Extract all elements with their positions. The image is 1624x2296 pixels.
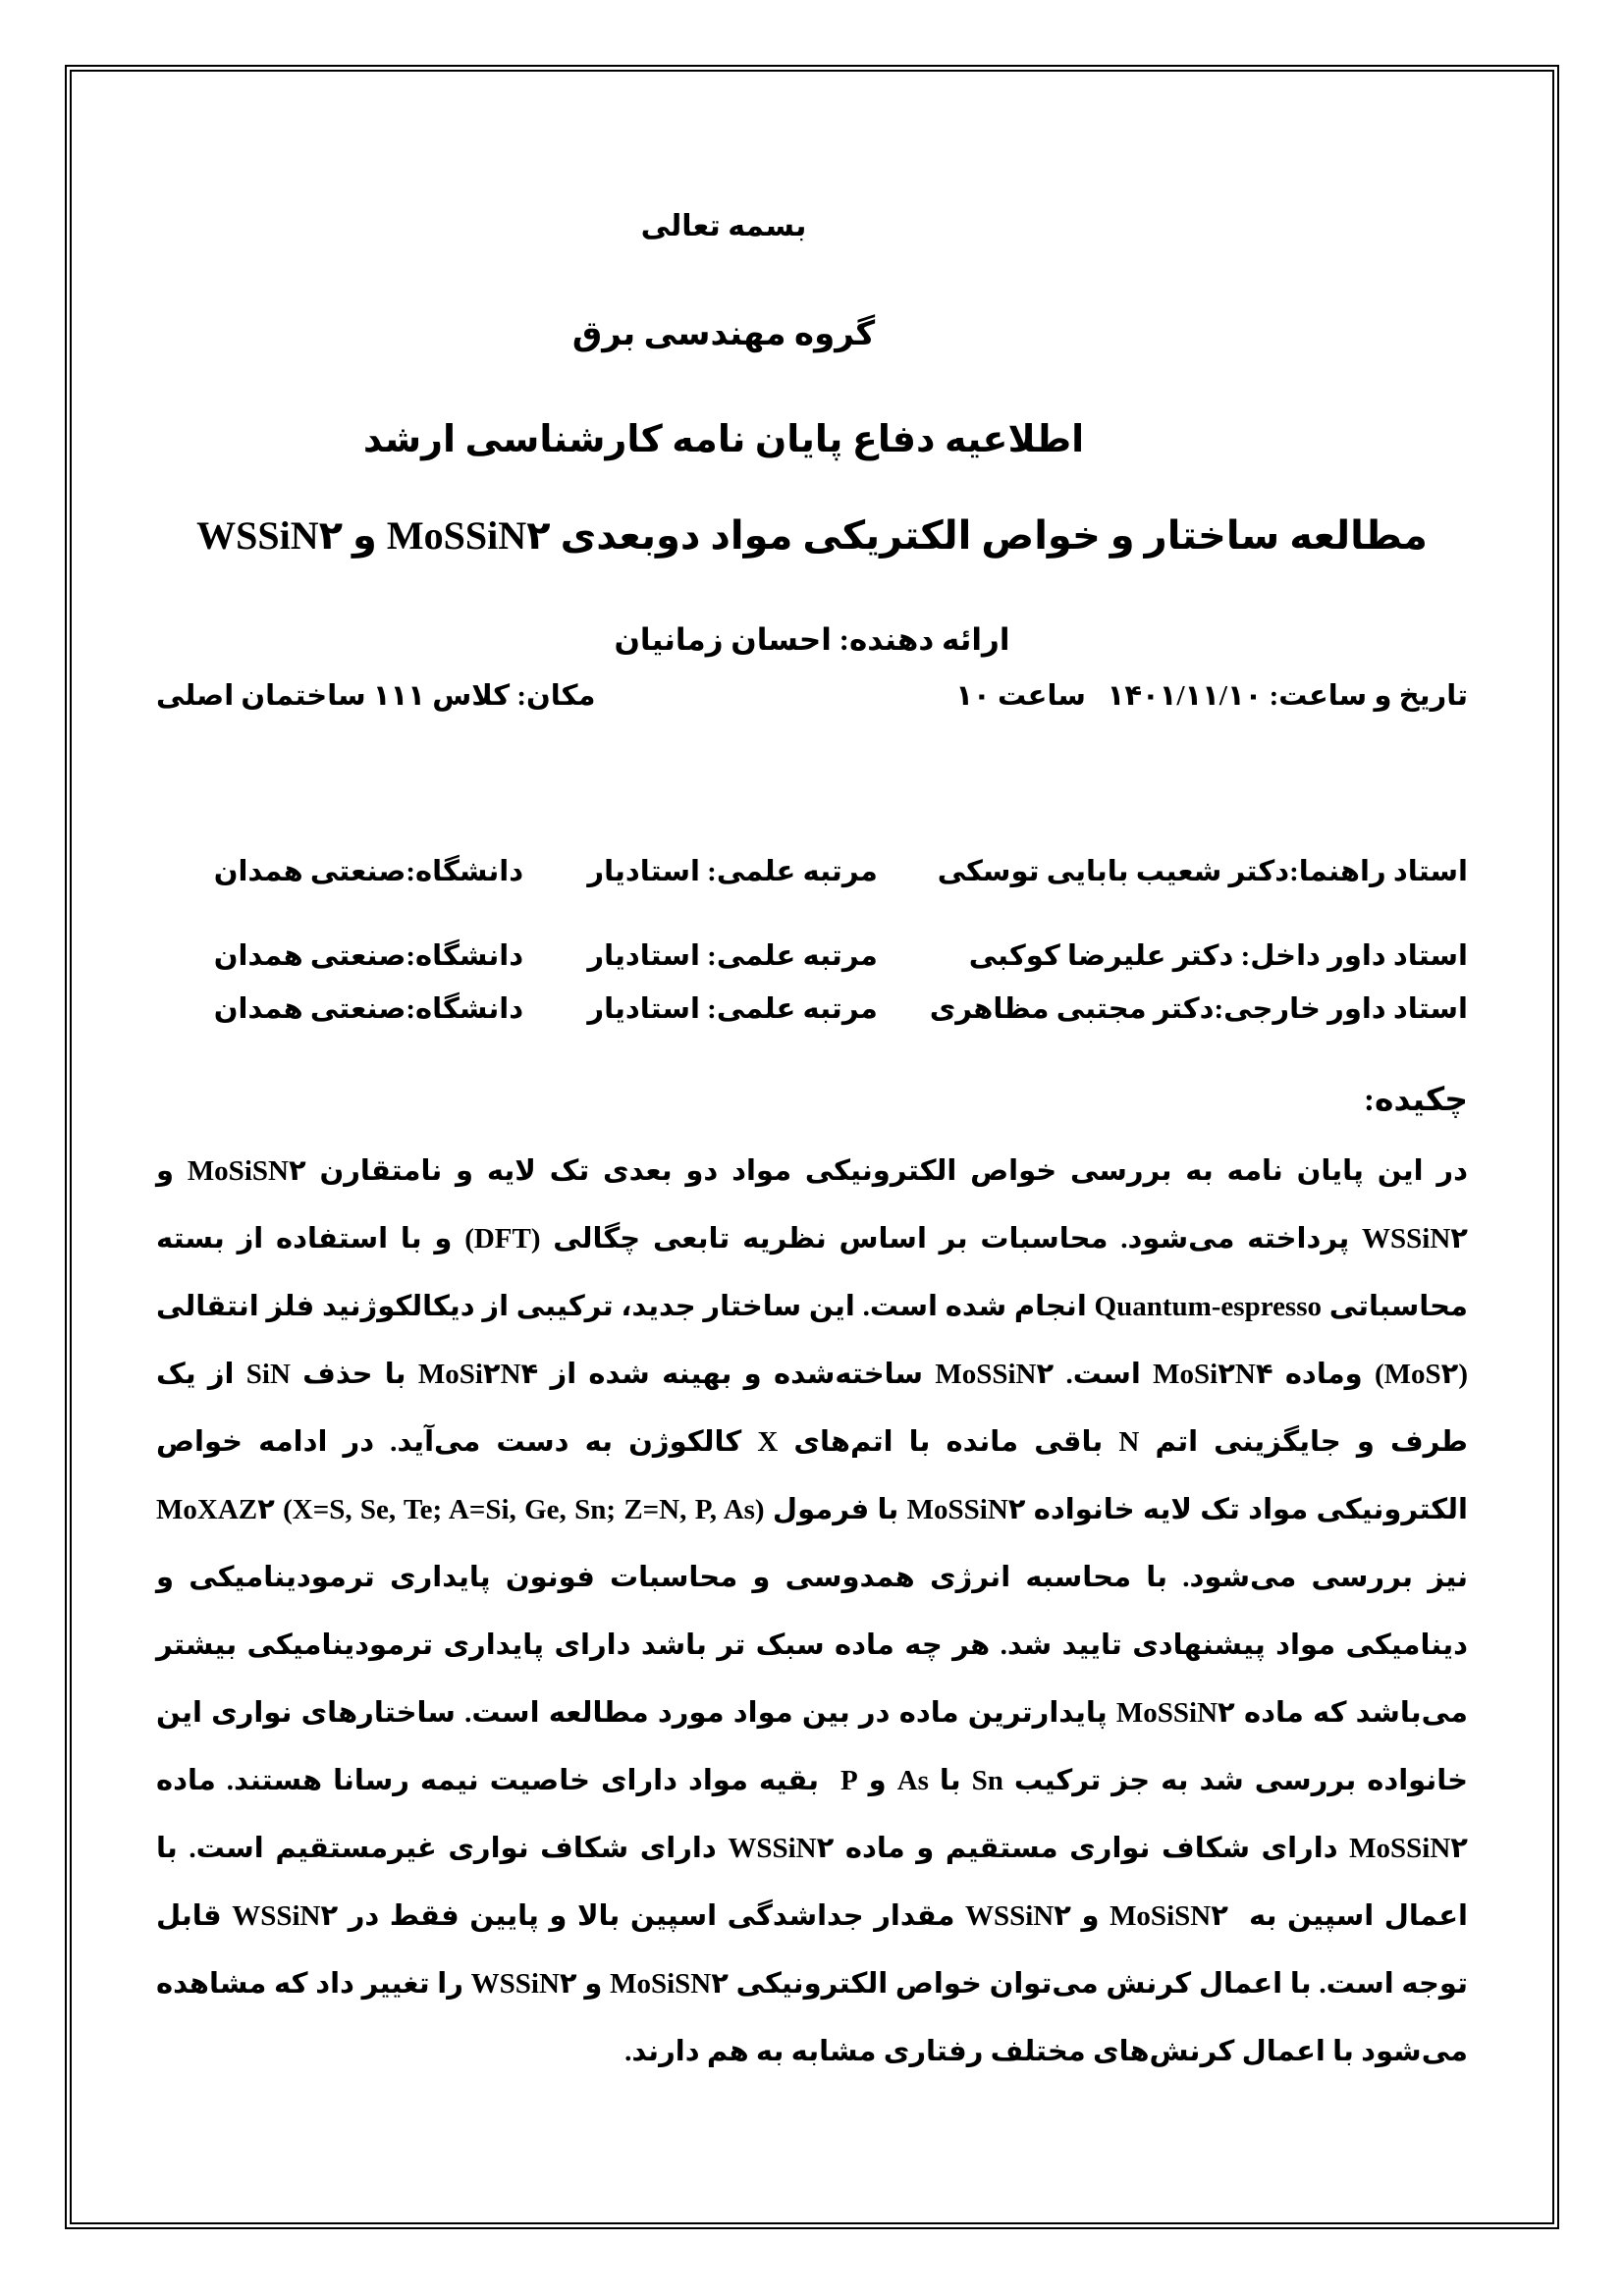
advisor-rank: مرتبه علمی: استادیار (587, 993, 878, 1025)
advisor-rank: مرتبه علمی: استادیار (587, 940, 878, 972)
advisor-university: دانشگاه:صنعتی همدان (213, 993, 524, 1025)
page-border-frame (65, 65, 1559, 2229)
committee-row-external-examiner (156, 990, 1468, 1028)
location-text: مکان: کلاس ۱۱۱ ساختمان اصلی (156, 680, 596, 712)
department-title: گروه مهندسی برق (571, 316, 876, 352)
advisor-rank: مرتبه علمی: استادیار (587, 856, 878, 887)
datetime-text: تاریخ و ساعت: ۱۴۰۱/۱۱/۱۰ ساعت ۱۰ (955, 680, 1468, 712)
presenter-line: ارائه دهنده: احسان زمانیان (614, 622, 1010, 657)
advisor-role: استاد داور داخل: دکتر علیرضا کوکبی (968, 940, 1468, 972)
advisor-role: استاد راهنما:دکتر شعیب بابایی توسکی (937, 856, 1468, 887)
committee-row-supervisor (156, 853, 1468, 890)
committee-row-internal-examiner (156, 937, 1468, 975)
advisor-role: استاد داور خارجی:دکتر مجتبی مظاهری (929, 993, 1468, 1025)
committee-section (156, 853, 1468, 1028)
bismillah-text: بسمه تعالی (640, 210, 807, 242)
page-content (72, 72, 1552, 2222)
abstract-body: در این پایان نامه به بررسی خواص الکترونیکی مواد دو بعدی تک لایه و نامتقارن MoSiSN۲ و WSSiN۲ پرداخته می‌شود. محاسبات بر اساس نظریه تابعی چگالی (DFT) و با استفاده از بسته محاسباتی Quantum-espresso انجام شده است. این ساختار جدید، ترکیبی از دیکالکوژنید فلز انتقالی (MoS۲) وماده MoSi۲N۴ است. MoSSiN۲ ساخته‌شده و بهینه شده از MoSi۲N۴ با حذف SiN از یک طرف و جایگزینی اتم N باقی مانده با اتم‌های X کالکوژن به دست می‌آید. در ادامه خواص الکترونیکی مواد تک لایه خانواده MoSSiN۲ با فرمول MoXAZ۲ (X=S, Se, Te; A=Si, Ge, Sn; Z=N, P, As) نیز بررسی می‌شود. با محاسبه انرژی همدوسی و محاسبات فونون پایداری ترمودینامیکی و دینامیکی مواد پیشنهادی تایید شد. هر چه ماده سبک تر باشد دارای پایداری ترمودینامیکی بیشتر می‌باشد که ماده MoSSiN۲ پایدارترین ماده در بین مواد مورد مطالعه است. ساختارهای نواری این خانواده بررسی شد به جز ترکیب Sn با As و P بقیه مواد دارای خاصیت نیمه رسانا هستند. ماده MoSSiN۲ دارای شکاف نواری مستقیم و ماده WSSiN۲ دارای شکاف نواری غیرمستقیم است. با اعمال اسپین به MoSiSN۲ و WSSiN۲ مقدار جداشدگی اسپین بالا و پایین فقط در WSSiN۲ قابل توجه است. با اعمال کرنش می‌توان خواص الکترونیکی MoSiSN۲ و WSSiN۲ را تغییر داد که مشاهده می‌شود با اعمال کرنش‌های مختلف رفتاری مشابه به هم دارند. (156, 1155, 1469, 2067)
schedule-row (156, 676, 1468, 716)
advisor-university: دانشگاه:صنعتی همدان (213, 940, 524, 972)
thesis-title: مطالعه ساختار و خواص الکتریکی مواد دوبعدی MoSSiN۲ و WSSiN۲ (196, 513, 1428, 558)
abstract-heading: چکیده: (1364, 1083, 1468, 1118)
advisor-university: دانشگاه:صنعتی همدان (213, 856, 524, 887)
defense-notice-title: اطلاعیه دفاع پایان نامه کارشناسی ارشد (362, 419, 1085, 460)
